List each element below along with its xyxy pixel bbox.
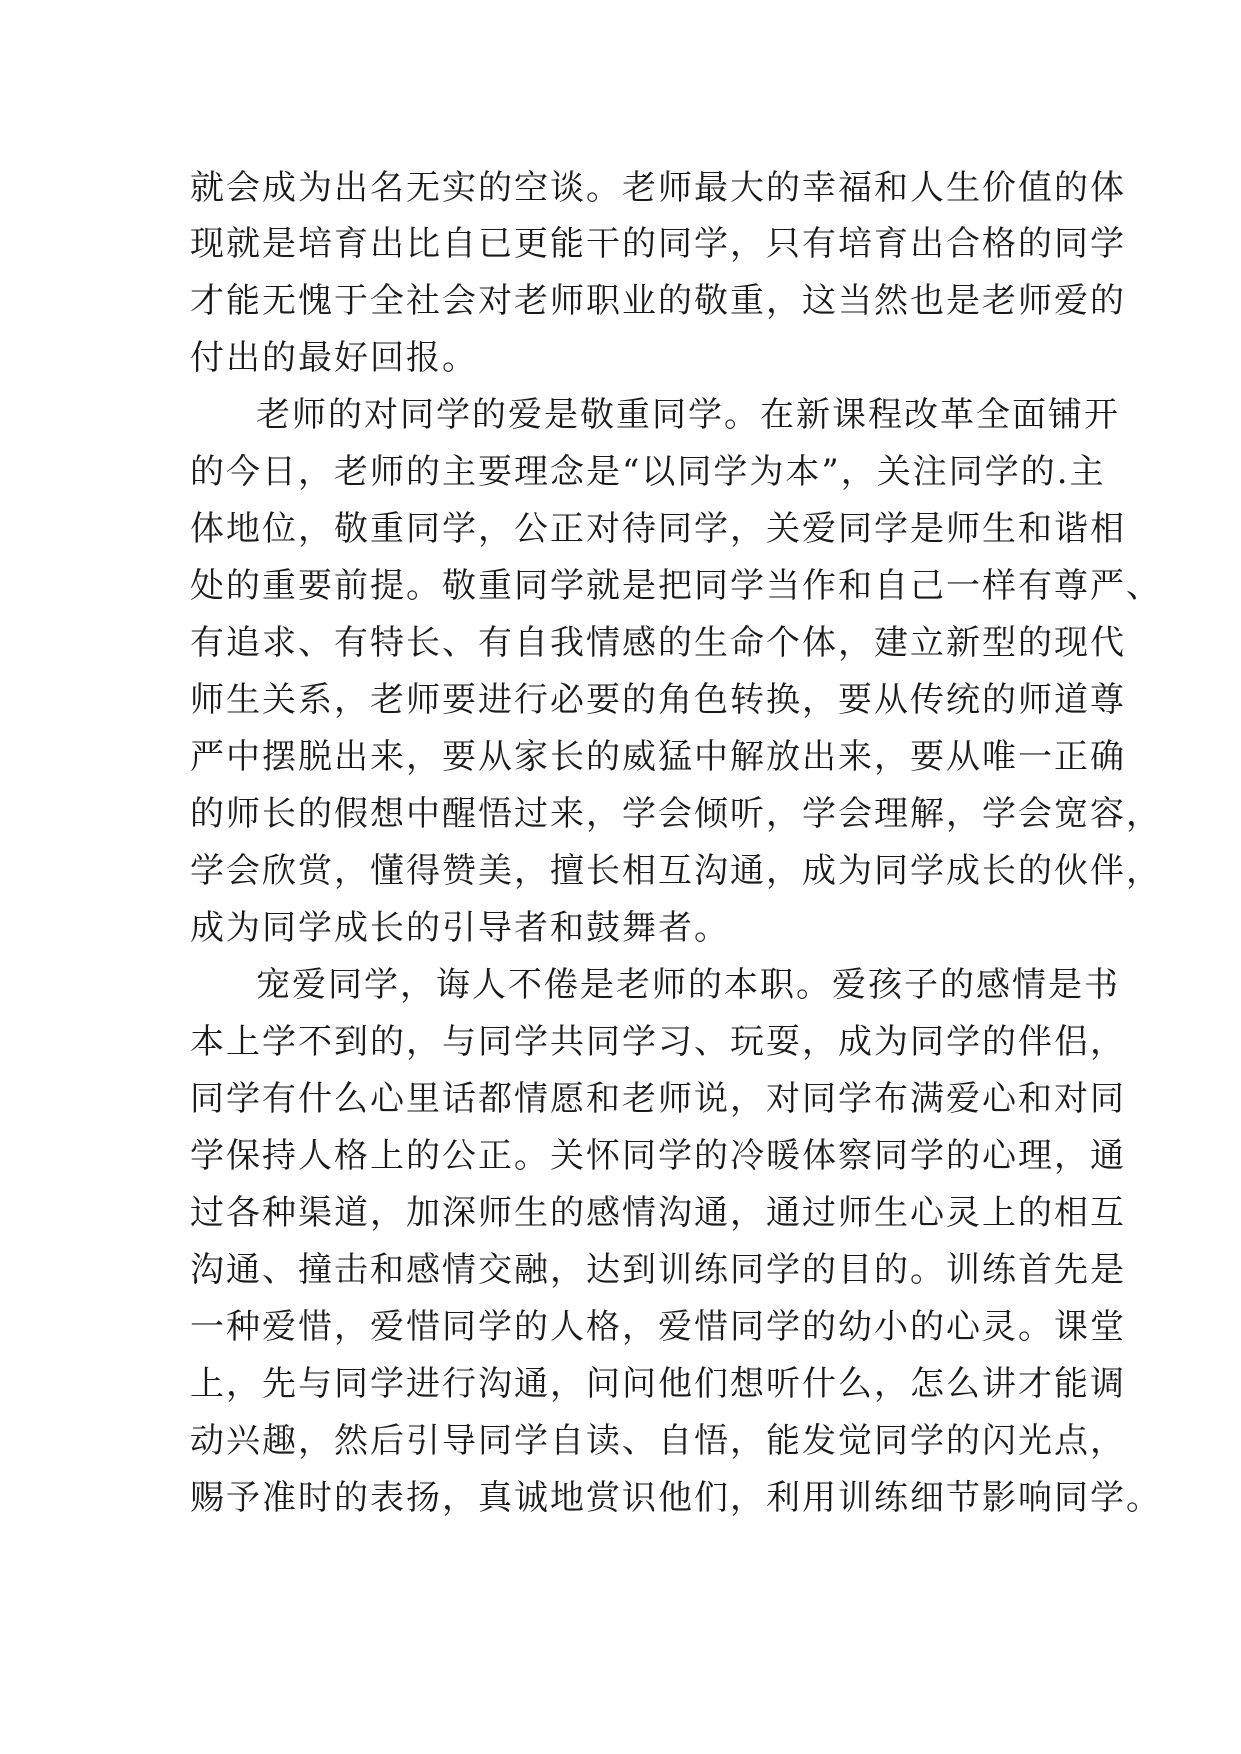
paragraph-3-line-1: 宠爱同学，诲人不倦是老师的本职。爱孩子的感情是书: [256, 965, 1120, 1005]
paragraph-2-line-5: 有追求、有特长、有自我情感的生命个体，建立新型的现代: [190, 623, 1126, 663]
paragraph-2-line-3: 体地位，敬重同学，公正对待同学，关爱同学是师生和谐相: [190, 509, 1126, 549]
paragraph-3-line-7: 一种爱惜，爱惜同学的人格，爱惜同学的幼小的心灵。课堂: [190, 1307, 1126, 1347]
paragraph-2-line-7: 严中摆脱出来，要从家长的威猛中解放出来，要从唯一正确: [190, 737, 1126, 777]
paragraph-2-line-6: 师生关系，老师要进行必要的角色转换，要从传统的师道尊: [190, 680, 1126, 720]
paragraph-3-line-4: 学保持人格上的公正。关怀同学的冷暖体察同学的心理，通: [190, 1136, 1126, 1176]
paragraph-3-line-3: 同学有什么心里话都情愿和老师说，对同学布满爱心和对同: [190, 1079, 1126, 1119]
paragraph-1-line-4: 付出的最好回报。: [190, 338, 478, 378]
paragraph-3-line-8: 上，先与同学进行沟通，问问他们想听什么，怎么讲才能调: [190, 1364, 1126, 1404]
paragraph-2-line-10: 成为同学成长的引导者和鼓舞者。: [190, 908, 730, 948]
paragraph-2-line-9: 学会欣赏，懂得赞美，擅长相互沟通，成为同学成长的伙伴，: [190, 851, 1162, 891]
paragraph-3-line-2: 本上学不到的，与同学共同学习、玩耍，成为同学的伴侣，: [190, 1022, 1126, 1062]
paragraph-2-line-4: 处的重要前提。敬重同学就是把同学当作和自己一样有尊严、: [190, 566, 1162, 606]
paragraph-3-line-10: 赐予准时的表扬，真诚地赏识他们，利用训练细节影响同学。: [190, 1478, 1162, 1518]
paragraph-3-line-5: 过各种渠道，加深师生的感情沟通，通过师生心灵上的相互: [190, 1193, 1126, 1233]
paragraph-1-line-2: 现就是培育出比自已更能干的同学，只有培育出合格的同学: [190, 224, 1126, 264]
paragraph-2-line-2: 的今日，老师的主要理念是“以同学为本”，关注同学的.主: [190, 452, 1106, 492]
paragraph-3-line-6: 沟通、撞击和感情交融，达到训练同学的目的。训练首先是: [190, 1250, 1126, 1290]
paragraph-3-line-9: 动兴趣，然后引导同学自读、自悟，能发觉同学的闪光点，: [190, 1421, 1126, 1461]
paragraph-1-line-3: 才能无愧于全社会对老师职业的敬重，这当然也是老师爱的: [190, 281, 1126, 321]
paragraph-2-line-1: 老师的对同学的爱是敬重同学。在新课程改革全面铺开: [256, 395, 1120, 435]
paragraph-2-line-8: 的师长的假想中醒悟过来，学会倾听，学会理解，学会宽容，: [190, 794, 1162, 834]
paragraph-1-line-1: 就会成为出名无实的空谈。老师最大的幸福和人生价值的体: [190, 168, 1126, 208]
